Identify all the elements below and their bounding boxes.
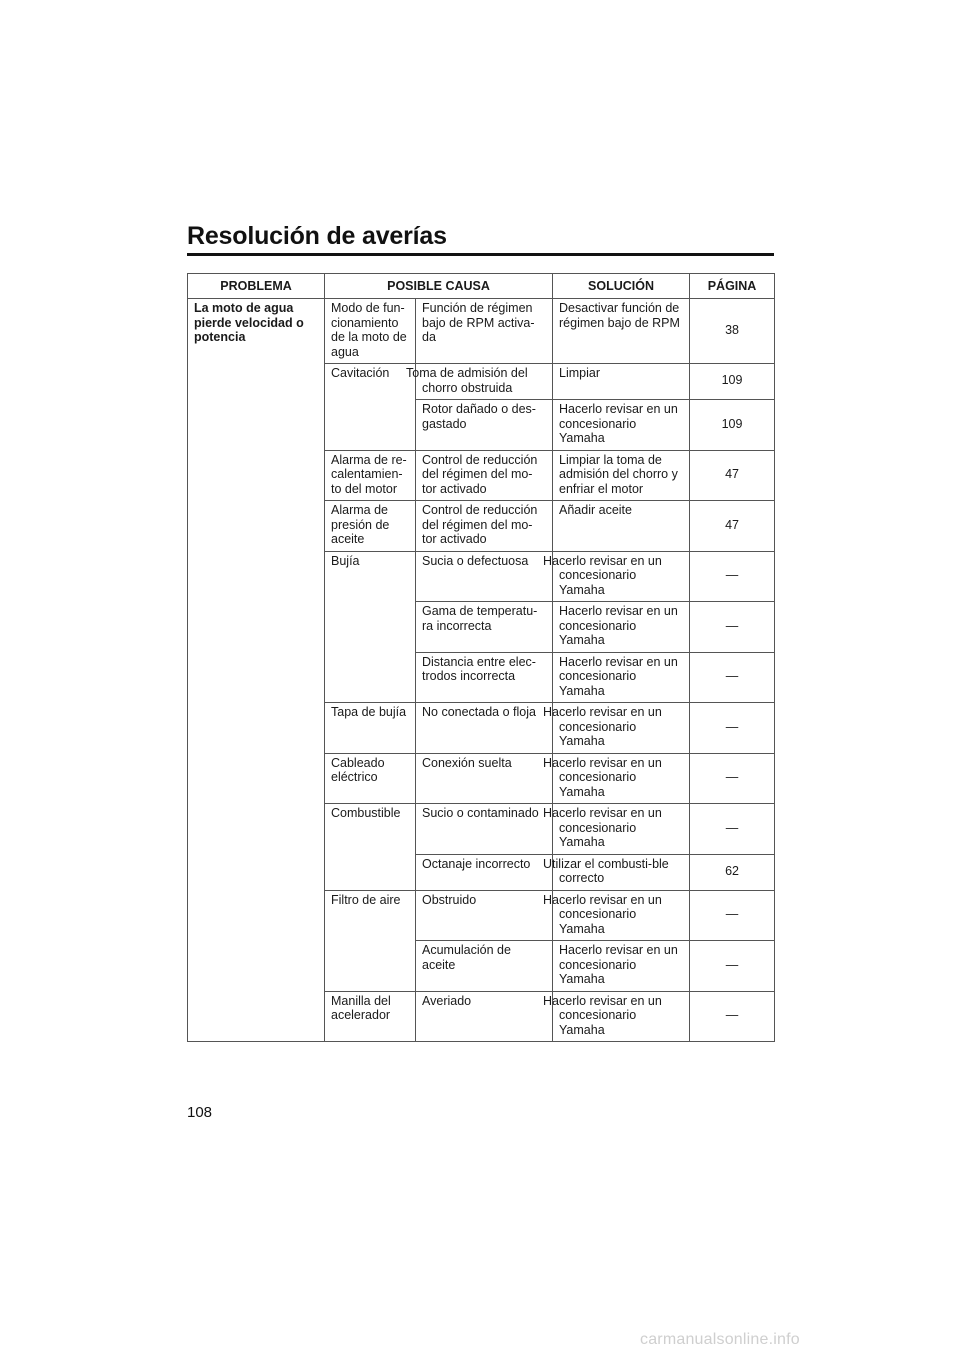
title-rule (187, 253, 774, 256)
page-ref-cell: 109 (690, 400, 775, 451)
detail-cell: Rotor dañado o des-gastado (416, 400, 553, 451)
detail-cell: Conexión suelta (416, 753, 553, 804)
solution-cell: Hacerlo revisar en un concesionario Yamaha (553, 703, 690, 754)
solution-cell: Hacerlo revisar en un concesionario Yamaha (553, 941, 690, 992)
cause-cell: Alarma de re-calentamien-to del motor (325, 450, 416, 501)
page-ref-cell: 38 (690, 299, 775, 364)
page-title: Resolución de averías (187, 222, 447, 250)
cause-cell: Modo de fun-cionamiento de la moto de agua (325, 299, 416, 364)
detail-cell: Toma de admisión del chorro obstruida (416, 364, 553, 400)
cause-cell: Cableado eléctrico (325, 753, 416, 804)
cause-cell: Tapa de bujía (325, 703, 416, 754)
header-page: PÁGINA (690, 274, 775, 299)
page-ref-cell: — (690, 890, 775, 941)
page-ref-cell: 47 (690, 501, 775, 552)
solution-cell: Hacerlo revisar en un concesionario Yamaha (553, 551, 690, 602)
page-ref-cell: 62 (690, 854, 775, 890)
problem-cell: La moto de agua pierde velocidad o potencia (188, 299, 325, 1042)
page-ref-cell: — (690, 804, 775, 855)
watermark: carmanualsonline.info (640, 1331, 800, 1348)
page-ref-cell: — (690, 652, 775, 703)
page-ref-cell: — (690, 941, 775, 992)
detail-cell: Averiado (416, 991, 553, 1042)
header-cause: POSIBLE CAUSA (325, 274, 553, 299)
solution-cell: Hacerlo revisar en un concesionario Yamaha (553, 753, 690, 804)
table-row (188, 299, 775, 364)
detail-cell: Octanaje incorrecto (416, 854, 553, 890)
solution-cell: Desactivar función de régimen bajo de RPM (553, 299, 690, 364)
detail-cell: Función de régimen bajo de RPM activa-da (416, 299, 553, 364)
cause-cell: Manilla del acelerador (325, 991, 416, 1042)
detail-cell: Sucio o contaminado (416, 804, 553, 855)
page-ref-cell: 47 (690, 450, 775, 501)
detail-cell: No conectada o floja (416, 703, 553, 754)
solution-cell: Hacerlo revisar en un concesionario Yamaha (553, 890, 690, 941)
header-solution: SOLUCIÓN (553, 274, 690, 299)
solution-cell: Añadir aceite (553, 501, 690, 552)
cause-cell: Filtro de aire (325, 890, 416, 991)
detail-cell: Gama de temperatu-ra incorrecta (416, 602, 553, 653)
solution-cell: Limpiar (553, 364, 690, 400)
solution-cell: Hacerlo revisar en un concesionario Yamaha (553, 652, 690, 703)
cause-cell: Bujía (325, 551, 416, 703)
cause-cell: Alarma de presión de aceite (325, 501, 416, 552)
cause-cell: Combustible (325, 804, 416, 891)
troubleshooting-table (187, 273, 775, 1042)
page-ref-cell: — (690, 991, 775, 1042)
solution-cell: Hacerlo revisar en un concesionario Yamaha (553, 400, 690, 451)
detail-cell: Obstruido (416, 890, 553, 941)
detail-cell: Sucia o defectuosa (416, 551, 553, 602)
cause-cell: Cavitación (325, 364, 416, 451)
detail-cell: Distancia entre elec-trodos incorrecta (416, 652, 553, 703)
solution-cell: Hacerlo revisar en un concesionario Yamaha (553, 991, 690, 1042)
solution-cell: Hacerlo revisar en un concesionario Yamaha (553, 602, 690, 653)
page-ref-cell: — (690, 753, 775, 804)
header-problem: PROBLEMA (188, 274, 325, 299)
page-number: 108 (187, 1104, 213, 1121)
page-ref-cell: 109 (690, 364, 775, 400)
detail-cell: Acumulación de aceite (416, 941, 553, 992)
page-ref-cell: — (690, 703, 775, 754)
solution-cell: Hacerlo revisar en un concesionario Yamaha (553, 804, 690, 855)
detail-cell: Control de reducción del régimen del mo-tor activado (416, 450, 553, 501)
solution-cell: Limpiar la toma de admisión del chorro y enfriar el motor (553, 450, 690, 501)
page-ref-cell: — (690, 551, 775, 602)
solution-cell: Utilizar el combusti-ble correcto (553, 854, 690, 890)
page-ref-cell: — (690, 602, 775, 653)
detail-cell: Control de reducción del régimen del mo-tor activado (416, 501, 553, 552)
table-header-row (188, 274, 775, 299)
